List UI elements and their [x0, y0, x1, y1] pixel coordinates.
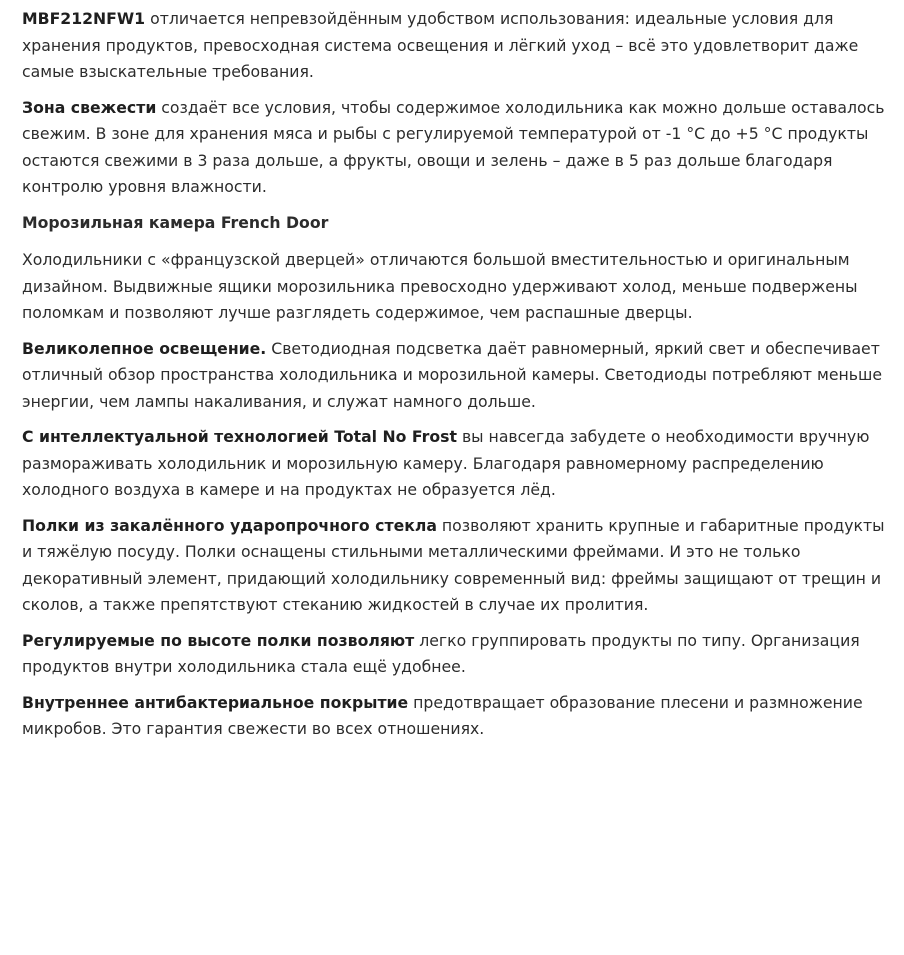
paragraph-french-door: Холодильники с «французской дверцей» отличаются большой вместительностью и оригинальным дизайном. Выдвижные ящики морозильника превосходно удерживают холод, меньше подвержены поломкам и позволяют лучше разглядеть содержимое, чем распашные дверцы. [22, 250, 858, 322]
paragraph-text: легко группировать продукты по типу. Организация продуктов внутри холодильника стала ещё удобнее. [22, 630, 860, 676]
paragraph-antibacterial [22, 690, 886, 743]
paragraph-intro [22, 6, 886, 86]
paragraph-text: Светодиодная подсветка даёт равномерный, яркий свет и обеспечивает отличный обзор пространства холодильника и морозильной камеры. Светодиоды потребляют меньше энергии, чем лампы накаливания, и служат намного дольше. [22, 338, 882, 411]
paragraph-lead: Регулируемые по высоте полки позволяют [22, 630, 415, 650]
paragraph-lead: Великолепное освещение. [22, 338, 267, 358]
model-name: MBF212NFW1 [22, 9, 146, 28]
paragraph-text: отличается непревзойдённым удобством использования: идеальные условия для хранения продуктов, превосходная система освещения и лёгкий уход – всё это удовлетворит даже самые взыскательные требования. [22, 9, 859, 81]
section-heading-french-door: Морозильная камера French Door [22, 212, 329, 232]
paragraph-text: создаёт все условия, чтобы содержимое холодильника как можно дольше оставалось свежим. В зоне для хранения мяса и рыбы с регулируемой температурой от -1 °С до +5 °С продукты остаются свежими в 3 раза дольше, а фрукты, овощи и зелень – даже в 5 раз дольше благодаря контролю уровня влажности. [22, 97, 885, 196]
paragraph-glass-shelves [22, 513, 886, 619]
paragraph-text: предотвращает образование плесени и размножение микробов. Это гарантия свежести во всех отношениях. [22, 692, 863, 738]
paragraph-text: позволяют хранить крупные и габаритные продукты и тяжёлую посуду. Полки оснащены стильными металлическими фреймами. И это не только декоративный элемент, придающий холодильнику современный вид: фреймы защищают от трещин и сколов, а также препятствуют стеканию жидкостей в случае их пролития. [22, 515, 885, 614]
paragraph-text: вы навсегда забудете о необходимости вручную размораживать холодильник и морозильную камеру. Благодаря равномерному распределению холодного воздуха в камере и на продуктах не образуется лёд. [22, 427, 870, 499]
paragraph-freshness-zone [22, 95, 886, 201]
paragraph-adjustable-shelves [22, 628, 886, 681]
paragraph-lead: Внутреннее антибактериальное покрытие [22, 692, 409, 712]
paragraph-lighting [22, 336, 886, 416]
paragraph-lead: Полки из закалённого ударопрочного стекла [22, 515, 437, 535]
paragraph-no-frost [22, 424, 886, 504]
paragraph-lead: Зона свежести [22, 97, 157, 117]
paragraph-lead: С интеллектуальной технологией Total No Frost [22, 427, 457, 446]
